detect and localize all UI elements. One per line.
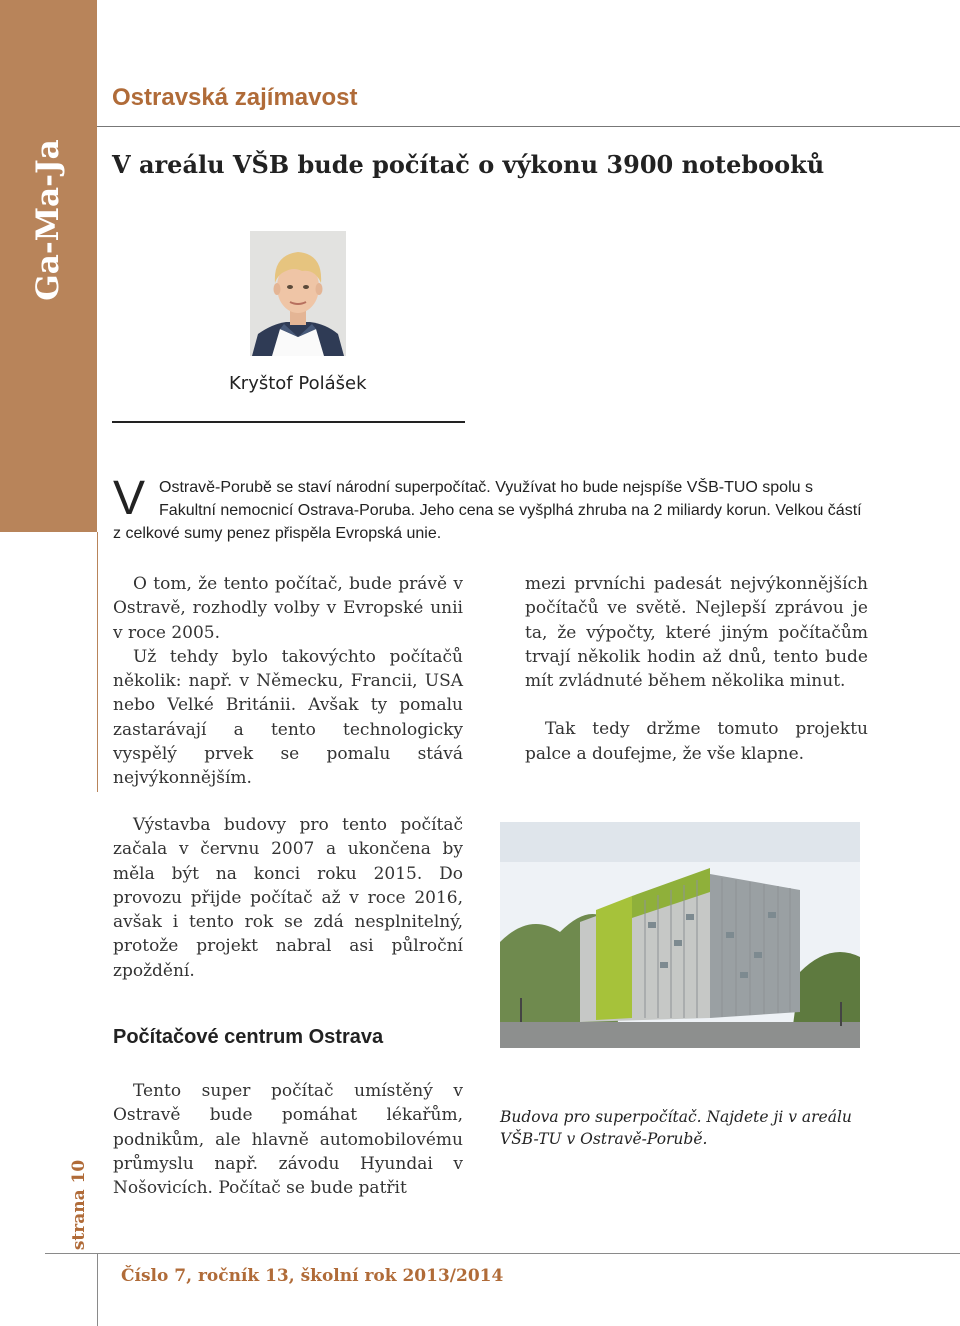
article-headline: V areálu VŠB bude počítač o výkonu 3900 notebooků bbox=[112, 150, 825, 179]
footer-divider bbox=[45, 1253, 960, 1254]
left-column-bottom bbox=[113, 1079, 463, 1200]
lead-text: Ostravě-Porubě se staví národní superpočítač. Využívat ho bude nejspíše VŠB-TUO spolu s Fakultní nemocnicí Ostrava-Poruba. Jeho cena se vyšplhá zhruba na 2 miliardy korun. Velkou částí z celkové sumy penez přispěla Evropská unie. bbox=[113, 479, 862, 542]
drop-cap: V bbox=[113, 472, 146, 525]
left-column-top bbox=[113, 572, 463, 791]
magazine-name: Ga-Ma-Ja bbox=[30, 139, 66, 301]
side-divider bbox=[97, 532, 98, 792]
supercomputer-building-image bbox=[500, 822, 860, 1048]
page-number: strana 10 bbox=[69, 1159, 89, 1251]
author-photo bbox=[250, 231, 346, 356]
building-photo bbox=[500, 822, 860, 1048]
section-title: Ostravská zajímavost bbox=[112, 84, 358, 111]
paragraph: mezi prvníchi padesát nejvýkonnějších počítačů ve světě. Nejlepší zprávou je ta, že výpočty, které jiným počítačům trvají několik hodin až dnů, tento bude mít zvládnuté během několika minut. bbox=[525, 574, 868, 692]
paragraph: Tento super počítač umístěný v Ostravě bude pomáhat lékařům, podnikům, ale hlavně automobilovému průmyslu např. závodu Hyundai v Nošovicích. Počítač se bude patřit bbox=[113, 1081, 463, 1199]
author-divider bbox=[112, 421, 465, 423]
right-column-top bbox=[525, 572, 868, 766]
left-column-middle bbox=[113, 813, 463, 983]
paragraph: Tak tedy držme tomuto projektu palce a doufejme, že vše klapne. bbox=[525, 719, 868, 764]
paragraph: Výstavba budovy pro tento počítač začala v červnu 2007 a ukončena by měla být na konci roku 2015. Do provozu přijde počítač až v roce 2016, avšak i tento rok se zdá nesplnitelný, protože projekt nabral asi půlroční zpoždění. bbox=[113, 815, 463, 981]
subheading: Počítačové centrum Ostrava bbox=[113, 1026, 384, 1048]
section-divider bbox=[97, 126, 960, 127]
author-name: Kryštof Polášek bbox=[229, 373, 367, 394]
issue-info: Číslo 7, ročník 13, školní rok 2013/2014 bbox=[121, 1266, 504, 1286]
article-lead bbox=[113, 472, 871, 545]
photo-caption: Budova pro superpočítač. Najdete ji v areálu VŠB-TU v Ostravě-Porubě. bbox=[500, 1108, 852, 1148]
paragraph: Už tehdy bylo takovýchto počítačů několik: např. v Německu, Francii, USA nebo Velké Británii. Avšak ty pomalu zastarávají a tento technologicky vyspělý prvek se pomalu stává nejvýkonnějším. bbox=[113, 646, 463, 789]
author-portrait-image bbox=[250, 231, 346, 356]
footer-vertical-divider bbox=[97, 1253, 98, 1326]
paragraph: O tom, že tento počítač, bude právě v Ostravě, rozhodly volby v Evropské unii v roce 2005. bbox=[113, 574, 463, 643]
